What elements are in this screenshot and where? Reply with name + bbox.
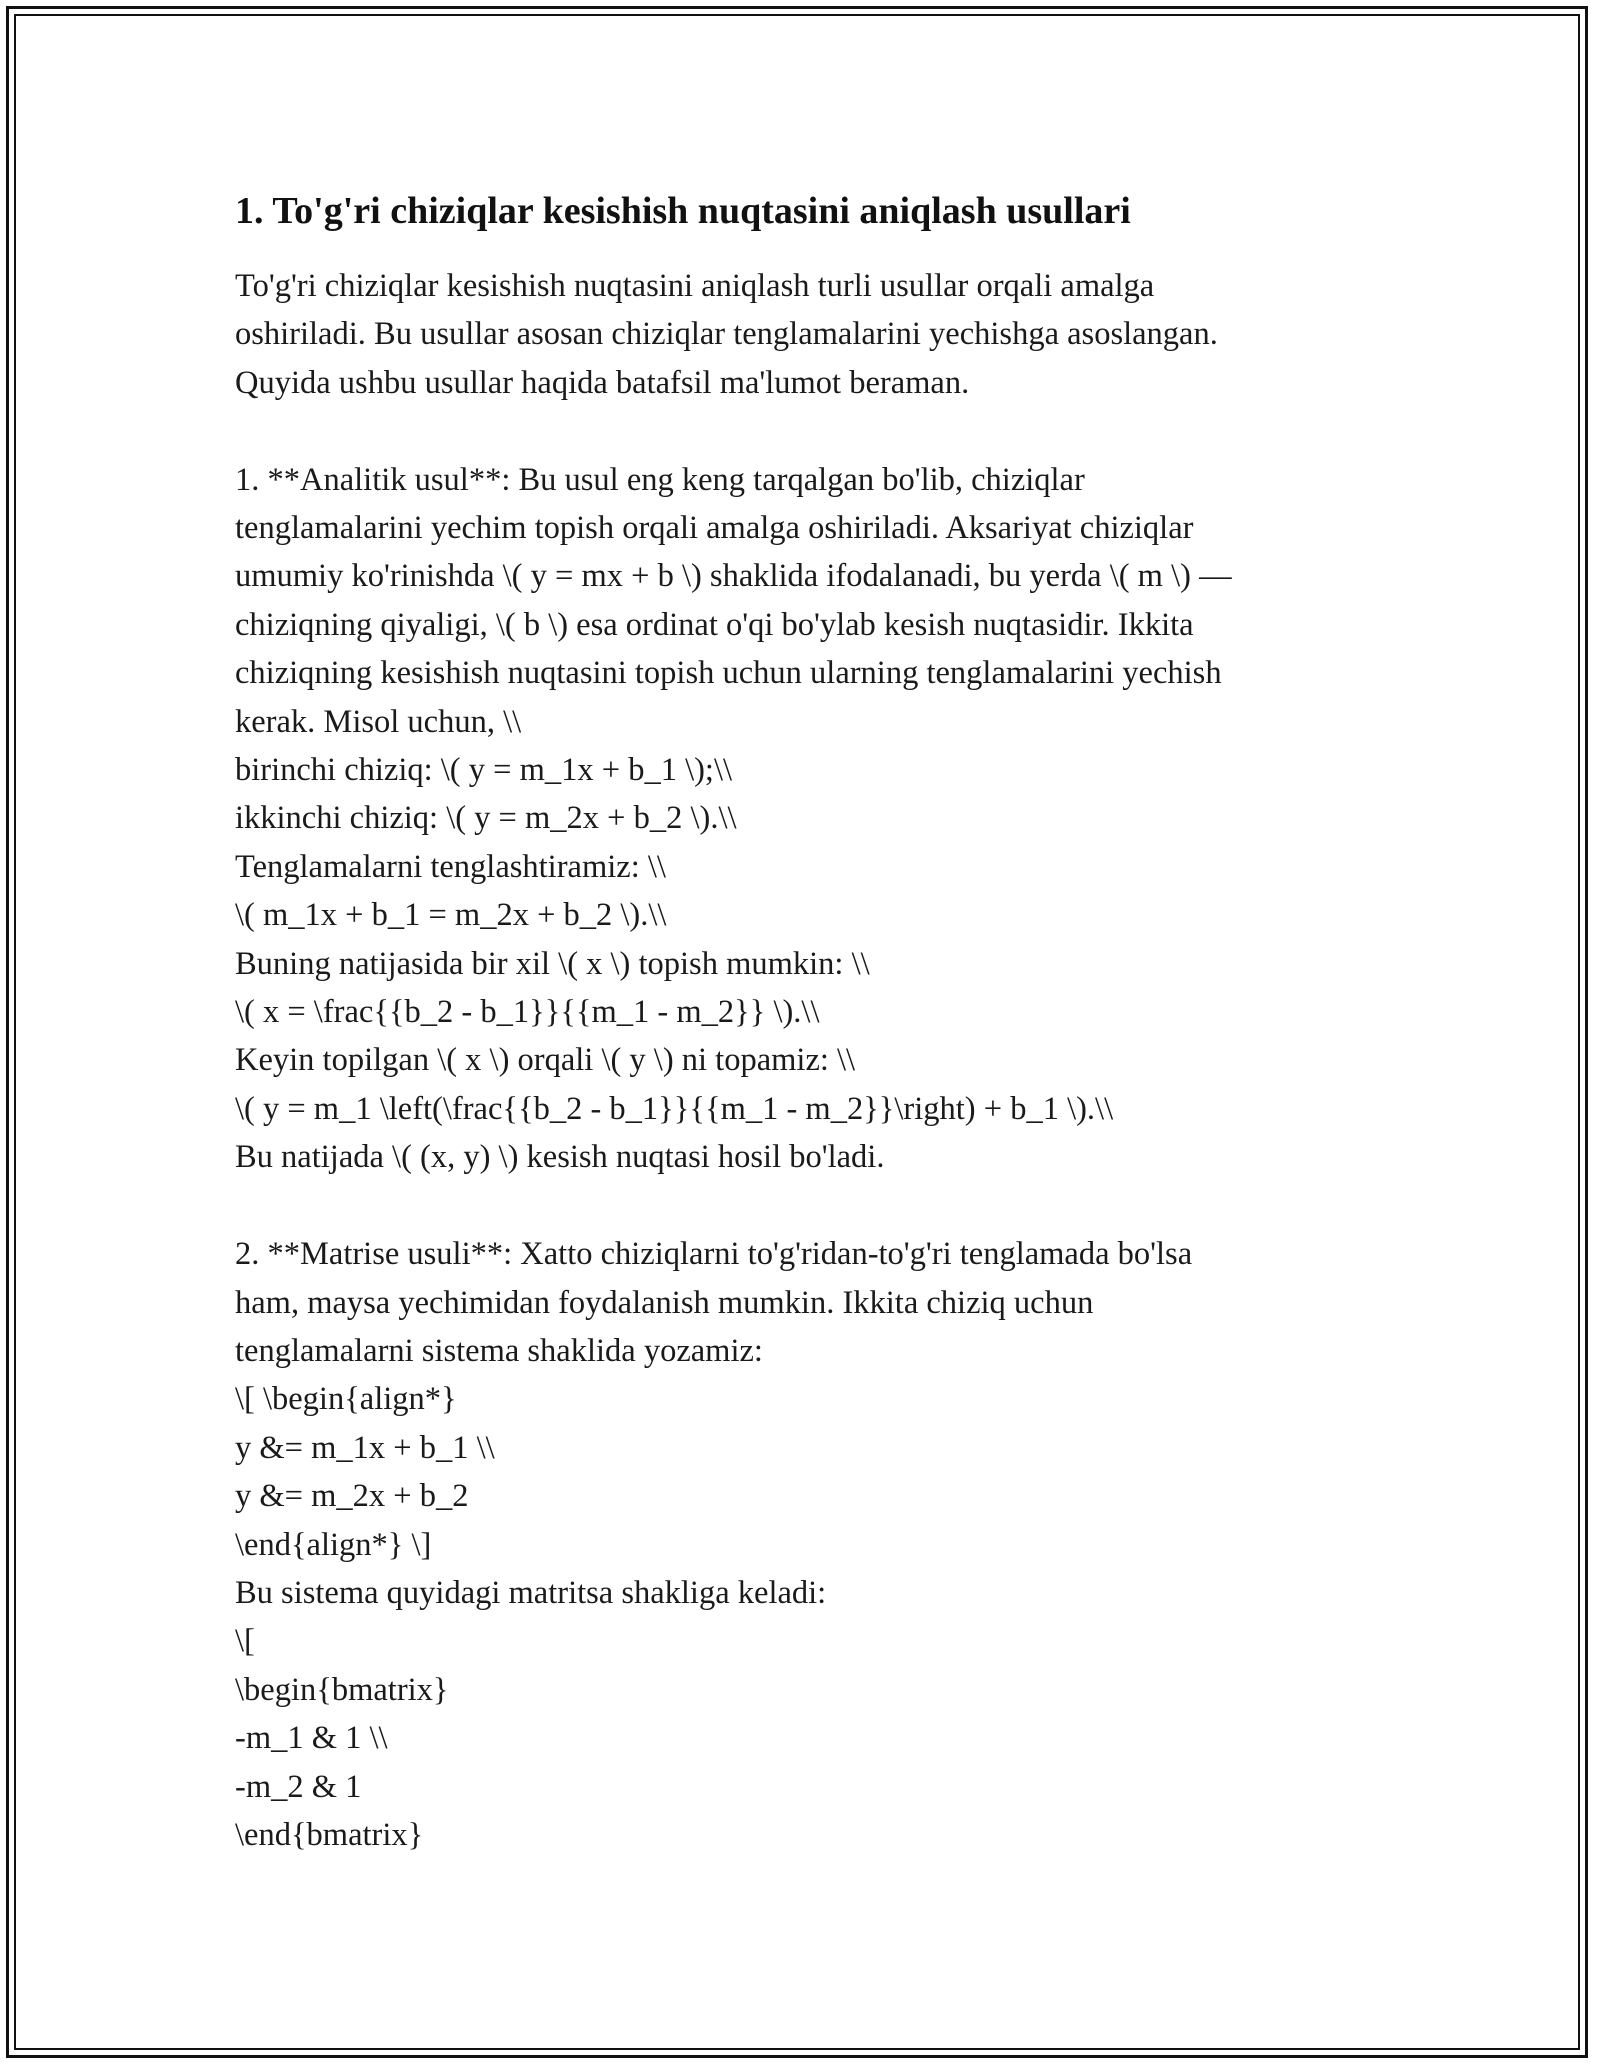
- text-line: tenglamalarni sistema shaklida yozamiz:: [235, 1332, 763, 1369]
- text-line: 1. **Analitik usul**: Bu usul eng keng tarqalgan bo'lib, chiziqlar: [235, 461, 1085, 498]
- text-line: y &= m_2x + b_2: [235, 1478, 469, 1515]
- text-line: y &= m_1x + b_1 \\: [235, 1429, 495, 1466]
- text-line: -m_1 & 1 \\: [235, 1720, 388, 1757]
- paragraph-gap: [235, 407, 1375, 455]
- text-line: ikkinchi chiziq: \( y = m_2x + b_2 \).\\: [235, 800, 737, 837]
- text-line: chiziqning qiyaligi, \( b \) esa ordinat o'qi bo'ylab kesish nuqtasidir. Ikkita: [235, 606, 1194, 643]
- text-line: chiziqning kesishish nuqtasini topish uchun ularning tenglamalarini yechish: [235, 655, 1222, 692]
- text-line: \( y = m_1 \left(\frac{{b_2 - b_1}}{{m_1 - m_2}}\right) + b_1 \).\\: [235, 1090, 1114, 1127]
- text-line: To'g'ri chiziqlar kesishish nuqtasini aniqlash turli usullar orqali amalga: [235, 268, 1155, 304]
- intro-paragraph: [235, 262, 1375, 407]
- paragraph-gap: [235, 1182, 1375, 1230]
- matrix-method-section: [235, 1230, 1375, 1859]
- text-line: Bu sistema quyidagi matritsa shakliga keladi:: [235, 1574, 827, 1611]
- section-heading: 1. To'g'ri chiziqlar kesishish nuqtasini aniqlash usullari: [235, 190, 1131, 232]
- text-line: \[: [235, 1623, 255, 1660]
- text-line: tenglamalarini yechim topish orqali amalga oshiriladi. Aksariyat chiziqlar: [235, 510, 1194, 547]
- text-line: Keyin topilgan \( x \) orqali \( y \) ni topamiz: \\: [235, 1042, 856, 1079]
- text-line: 2. **Matrise usuli**: Xatto chiziqlarni to'g'ridan-to'g'ri tenglamada bo'lsa: [235, 1236, 1193, 1273]
- text-line: \end{align*} \]: [235, 1526, 432, 1563]
- text-line: Tenglamalarni tenglashtiramiz: \\: [235, 848, 666, 885]
- text-line: \begin{bmatrix}: [235, 1671, 449, 1708]
- text-line: \[ \begin{align*}: [235, 1381, 457, 1418]
- analytic-method-section: [235, 456, 1375, 1182]
- text-line: umumiy ko'rinishda \( y = mx + b \) shaklida ifodalanadi, bu yerda \( m \) —: [235, 558, 1232, 595]
- text-line: birinchi chiziq: \( y = m_1x + b_1 \);\\: [235, 752, 733, 789]
- text-line: -m_2 & 1: [235, 1768, 362, 1805]
- text-line: Bu natijada \( (x, y) \) kesish nuqtasi hosil bo'ladi.: [235, 1139, 885, 1176]
- text-line: \( m_1x + b_1 = m_2x + b_2 \).\\: [235, 897, 667, 934]
- text-line: Quyida ushbu usullar haqida batafsil ma'lumot beraman.: [235, 364, 970, 401]
- text-line: Buning natijasida bir xil \( x \) topish mumkin: \\: [235, 945, 870, 982]
- text-line: ham, maysa yechimidan foydalanish mumkin. Ikkita chiziq uchun: [235, 1284, 1094, 1321]
- text-line: kerak. Misol uchun, \\: [235, 703, 522, 740]
- text-line: oshiriladi. Bu usullar asosan chiziqlar tenglamalarini yechishga asoslangan.: [235, 316, 1218, 353]
- text-line: \( x = \frac{{b_2 - b_1}}{{m_1 - m_2}} \).\\: [235, 994, 820, 1031]
- document-page: [235, 186, 1375, 1859]
- text-line: \end{bmatrix}: [235, 1816, 424, 1853]
